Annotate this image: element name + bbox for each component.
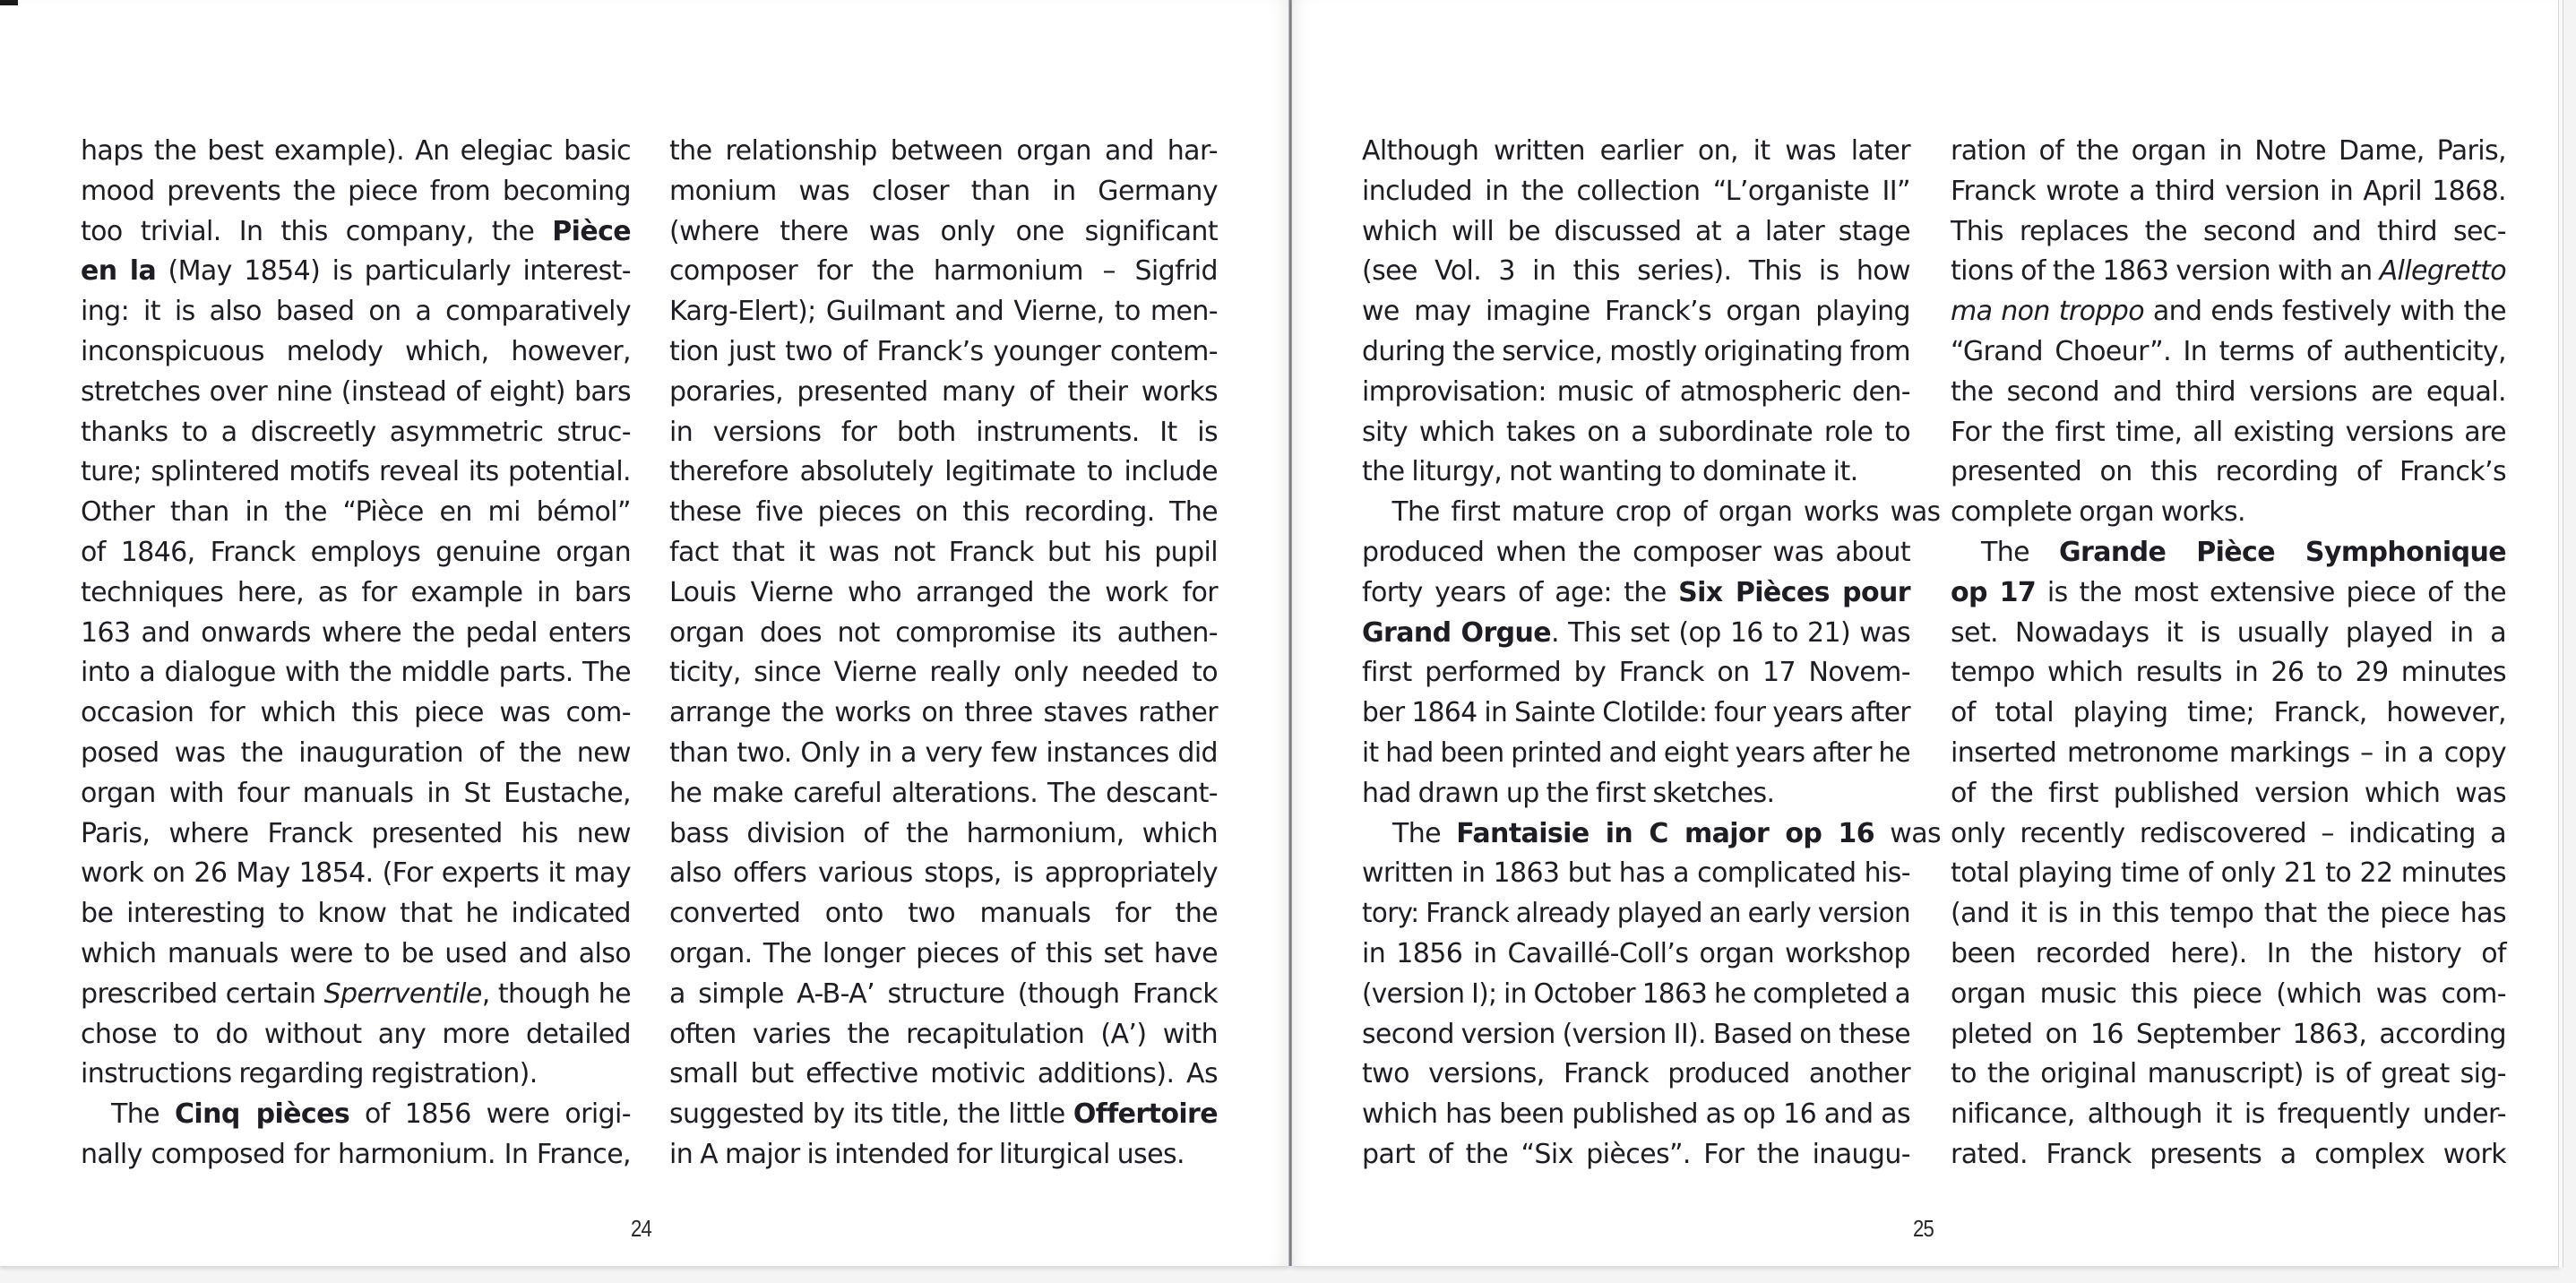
text-run: Karg-Elert); Guilmant and Vierne, to men- <box>669 296 1218 328</box>
text-line <box>1362 774 1910 814</box>
text-line <box>81 614 631 654</box>
text-line <box>81 1055 631 1095</box>
text-run: during the service, mostly originating from <box>1362 335 1910 367</box>
text-line <box>669 172 1218 212</box>
text-run: produced when the composer was about <box>1362 536 1910 568</box>
text-line <box>81 934 631 975</box>
text-line <box>1951 252 2506 292</box>
text-run: (May 1854) is particularly interest- <box>156 255 631 288</box>
text-line <box>81 452 631 493</box>
text-line <box>1362 452 1910 493</box>
page-number-left: 24 <box>631 1215 651 1242</box>
text-line <box>1951 292 2506 332</box>
text-run: Louis Vierne who arranged the work for <box>669 576 1218 608</box>
text-line <box>669 332 1218 373</box>
text-line <box>1951 693 2506 734</box>
text-line <box>81 1095 631 1135</box>
text-line <box>81 172 631 212</box>
text-line <box>1951 734 2506 774</box>
text-run: inconspicuous melody which, however, <box>81 335 631 367</box>
text-line <box>1951 894 2506 934</box>
bold-title: Pièce <box>552 215 631 247</box>
text-run: ing: it is also based on a comparatively <box>81 296 631 328</box>
text-run: ber 1864 in Sainte Clotilde: four years after <box>1362 697 1910 729</box>
text-line <box>81 292 631 332</box>
text-line <box>669 734 1218 774</box>
text-run: of total playing time; Franck, however, <box>1951 697 2506 729</box>
text-line <box>1951 172 2506 212</box>
text-run: had drawn up the first sketches. <box>1362 777 1775 809</box>
bold-title: Six Pièces pour <box>1678 576 1910 608</box>
text-run: part of the “Six pièces”. For the inaugu- <box>1362 1138 1910 1170</box>
text-run: This replaces the second and third sec- <box>1951 215 2506 247</box>
text-run: presented on this recording of Franck’s <box>1951 456 2506 488</box>
text-run: pleted on 16 September 1863, according <box>1951 1018 2506 1050</box>
text-run: complete organ works. <box>1951 496 2245 529</box>
text-line <box>1362 614 1910 654</box>
text-run: be interesting to know that he indicated <box>81 898 631 930</box>
text-line <box>81 573 631 614</box>
text-run: The <box>1391 817 1457 849</box>
text-line <box>669 975 1218 1015</box>
text-run: Other than in the “Pièce en mi bémol” <box>81 496 631 529</box>
text-line <box>1951 212 2506 253</box>
text-line <box>1951 573 2506 614</box>
text-run: of 1846, Franck employs genuine organ <box>81 536 631 568</box>
text-run: (where there was only one significant <box>669 215 1218 247</box>
text-run: only recently rediscovered – indicating a <box>1951 817 2506 849</box>
text-run: and ends festively with the <box>2144 296 2506 328</box>
text-run: first performed by Franck on 17 Novem- <box>1362 657 1910 689</box>
text-run: . This set (op 16 to 21) was <box>1551 616 1910 649</box>
text-line <box>669 1015 1218 1055</box>
text-run: suggested by its title, the little <box>669 1098 1073 1131</box>
text-run: he make careful alterations. The descant- <box>669 777 1218 809</box>
text-run: occasion for which this piece was com- <box>81 697 631 729</box>
text-line <box>1951 1015 2506 1055</box>
italic-term: Sperrventile <box>323 977 482 1010</box>
text-run: total playing time of only 21 to 22 minutes <box>1951 857 2506 890</box>
text-line <box>1362 653 1910 693</box>
text-run: inserted metronome markings – in a copy <box>1951 736 2506 769</box>
text-line <box>1951 975 2506 1015</box>
text-line <box>81 493 631 533</box>
text-line <box>669 573 1218 614</box>
text-run: posed was the inauguration of the new <box>81 736 631 769</box>
text-run: was <box>1874 817 1942 849</box>
text-run: which has been published as op 16 and as <box>1362 1098 1910 1131</box>
text-run: (see Vol. 3 in this series). This is how <box>1362 255 1910 288</box>
page-edge-right <box>2558 0 2563 1268</box>
text-run: , though he <box>481 977 631 1010</box>
bold-title: Grande Pièce Symphonique <box>2059 536 2506 568</box>
text-line <box>669 614 1218 654</box>
text-line <box>81 734 631 774</box>
text-line <box>81 252 631 292</box>
text-line <box>1951 533 2506 573</box>
text-line <box>81 413 631 453</box>
italic-term: ma non troppo <box>1951 296 2144 328</box>
text-run: poraries, presented many of their works <box>669 375 1218 408</box>
text-line <box>1362 1015 1910 1055</box>
text-line <box>81 1135 631 1175</box>
text-run: these five pieces on this recording. The <box>669 496 1218 529</box>
text-run: small but effective motivic additions). As <box>669 1058 1218 1090</box>
text-column-3 <box>1362 132 1942 1175</box>
text-line <box>669 413 1218 453</box>
text-run: chose to do without any more detailed <box>81 1018 631 1050</box>
text-run: monium was closer than in Germany <box>669 175 1218 207</box>
text-run: arrange the works on three staves rather <box>669 697 1218 729</box>
text-line <box>669 653 1218 693</box>
text-run: often varies the recapitulation (A’) with <box>669 1018 1218 1050</box>
text-run: sity which takes on a subordinate role to <box>1362 416 1910 448</box>
text-run: Paris, where Franck presented his new <box>81 817 631 849</box>
text-run: too trivial. In this company, the <box>81 215 553 247</box>
text-run: Franck wrote a third version in April 1868. <box>1951 175 2506 207</box>
text-line <box>81 533 631 573</box>
text-run: nally composed for harmonium. In France, <box>81 1138 631 1170</box>
text-line <box>81 774 631 814</box>
bold-title: en la <box>81 255 157 288</box>
text-line <box>1362 332 1910 373</box>
text-run: tory: Franck already played an early version <box>1362 898 1910 930</box>
text-run: of the first published version which was <box>1951 777 2506 809</box>
text-run: thanks to a discreetly asymmetric struc- <box>81 416 631 448</box>
bold-title: Offertoire <box>1073 1098 1218 1131</box>
text-line <box>669 373 1218 413</box>
text-run: composer for the harmonium – Sigfrid <box>669 255 1218 288</box>
text-run: (version I); in October 1863 he completed a <box>1362 977 1910 1010</box>
text-run: instructions regarding registration). <box>81 1058 538 1090</box>
text-run: (and it is in this tempo that the piece has <box>1951 898 2506 930</box>
text-column-2 <box>669 132 1218 1175</box>
text-run: For the first time, all existing versions are <box>1951 416 2506 448</box>
text-line <box>81 975 631 1015</box>
text-run: it had been printed and eight years after he <box>1362 736 1910 769</box>
text-line <box>1362 734 1910 774</box>
text-line <box>1362 252 1910 292</box>
text-run: organ music this piece (which was com- <box>1951 977 2506 1010</box>
text-run: nificance, although it is frequently under- <box>1951 1098 2506 1131</box>
text-run: tions of the 1863 version with an <box>1951 255 2380 288</box>
text-run: tempo which results in 26 to 29 minutes <box>1951 657 2506 689</box>
text-run: prescribed certain <box>81 977 324 1010</box>
text-line <box>669 934 1218 975</box>
italic-term: Allegretto <box>2379 255 2506 288</box>
text-run: also offers various stops, is appropriately <box>669 857 1218 890</box>
text-run: to the original manuscript) is of great sig- <box>1951 1058 2506 1090</box>
text-run: tion just two of Franck’s younger contem- <box>669 335 1218 367</box>
text-run: included in the collection “L’organiste II” <box>1362 175 1910 207</box>
text-run: is the most extensive piece of the <box>2036 576 2506 608</box>
text-run: ture; splintered motifs reveal its potential. <box>81 456 631 488</box>
text-run: a simple A-B-A’ structure (though Franck <box>669 977 1218 1010</box>
text-line <box>81 1015 631 1055</box>
text-line <box>669 452 1218 493</box>
text-line <box>669 252 1218 292</box>
text-line <box>81 373 631 413</box>
text-run: the relationship between organ and har- <box>669 135 1218 167</box>
text-line <box>81 894 631 934</box>
text-line <box>1951 493 2506 533</box>
bold-title: Cinq pièces <box>174 1098 350 1131</box>
page-number-right: 25 <box>1913 1215 1934 1242</box>
text-line <box>669 774 1218 814</box>
text-run: we may imagine Franck’s organ playing <box>1362 296 1910 328</box>
text-run: second version (version II). Based on these <box>1362 1018 1910 1050</box>
text-line <box>1362 975 1910 1015</box>
text-run: fact that it was not Franck but his pupil <box>669 536 1218 568</box>
text-line <box>1362 292 1910 332</box>
text-run: therefore absolutely legitimate to include <box>669 456 1218 488</box>
text-run: the second and third versions are equal. <box>1951 375 2506 408</box>
text-line <box>669 1055 1218 1095</box>
text-line <box>81 212 631 253</box>
bold-title: op 17 <box>1951 576 2037 608</box>
text-run: rated. Franck presents a complex work <box>1951 1138 2506 1170</box>
text-run: stretches over nine (instead of eight) bars <box>81 375 631 408</box>
text-line <box>1362 1135 1910 1175</box>
text-line <box>1951 934 2506 975</box>
text-run: in versions for both instruments. It is <box>669 416 1218 448</box>
text-line <box>1362 854 1910 894</box>
text-run: work on 26 May 1854. (For experts it may <box>81 857 631 890</box>
scan-corner-mark <box>0 0 18 5</box>
text-line <box>1951 1055 2506 1095</box>
text-run: written in 1863 but has a complicated his- <box>1362 857 1910 890</box>
text-run: set. Nowadays it is usually played in a <box>1951 616 2506 649</box>
text-run: organ does not compromise its authen- <box>669 616 1218 649</box>
text-line <box>81 693 631 734</box>
text-line <box>669 693 1218 734</box>
text-run: techniques here, as for example in bars <box>81 576 631 608</box>
text-line <box>81 332 631 373</box>
text-line <box>1362 1055 1910 1095</box>
text-line <box>1951 1135 2506 1175</box>
text-run: into a dialogue with the middle parts. The <box>81 657 631 689</box>
text-run: The <box>111 1098 175 1131</box>
text-line <box>1362 533 1910 573</box>
text-line <box>669 292 1218 332</box>
page-24 <box>0 0 1290 1266</box>
text-line <box>669 1135 1218 1175</box>
text-line <box>1362 894 1910 934</box>
text-line <box>1951 854 2506 894</box>
text-column-4 <box>1951 132 2506 1175</box>
text-line <box>1362 814 1941 855</box>
text-line <box>1362 493 1941 533</box>
text-run: organ. The longer pieces of this set have <box>669 937 1218 969</box>
text-line <box>1951 452 2506 493</box>
text-line <box>81 814 631 855</box>
text-line <box>1951 774 2506 814</box>
text-line <box>1362 373 1910 413</box>
text-line <box>669 132 1218 172</box>
text-run: the liturgy, not wanting to dominate it. <box>1362 456 1858 488</box>
text-line <box>1951 814 2506 855</box>
text-run: of 1856 were origi- <box>349 1098 631 1131</box>
text-line <box>1362 693 1910 734</box>
text-line <box>669 1095 1218 1135</box>
text-run: converted onto two manuals for the <box>669 898 1218 930</box>
text-line <box>81 653 631 693</box>
text-run: organ with four manuals in St Eustache, <box>81 777 631 809</box>
text-line <box>81 854 631 894</box>
text-run: 163 and onwards where the pedal enters <box>81 616 631 649</box>
text-line <box>669 854 1218 894</box>
text-line <box>81 132 631 172</box>
text-line <box>669 894 1218 934</box>
text-line <box>1951 413 2506 453</box>
text-run: haps the best example). An elegiac basic <box>81 135 631 167</box>
text-line <box>1951 332 2506 373</box>
text-line <box>1362 573 1910 614</box>
text-line <box>1362 132 1910 172</box>
text-run: Although written earlier on, it was later <box>1362 135 1910 167</box>
text-run: which will be discussed at a later stage <box>1362 215 1910 247</box>
text-run: than two. Only in a very few instances did <box>669 736 1218 769</box>
bold-title: Grand Orgue <box>1362 616 1552 649</box>
text-line <box>669 493 1218 533</box>
bold-title: Fantaisie in C major op 16 <box>1456 817 1874 849</box>
text-run: ration of the organ in Notre Dame, Paris, <box>1951 135 2506 167</box>
text-run: The first mature crop of organ works was <box>1391 496 1941 529</box>
text-line <box>669 814 1218 855</box>
text-line <box>1362 212 1910 253</box>
text-line <box>1362 1095 1910 1135</box>
text-run: in 1856 in Cavaillé-Coll’s organ workshop <box>1362 937 1910 969</box>
text-line <box>669 533 1218 573</box>
text-line <box>1362 172 1910 212</box>
text-line <box>669 212 1218 253</box>
text-line <box>1951 614 2506 654</box>
text-run: been recorded here). In the history of <box>1951 937 2506 969</box>
text-run: ticity, since Vierne really only needed to <box>669 657 1218 689</box>
text-run: improvisation: music of atmospheric den- <box>1362 375 1910 408</box>
text-run: mood prevents the piece from becoming <box>81 175 631 207</box>
text-line <box>1951 653 2506 693</box>
text-run: The <box>1981 536 2060 568</box>
text-run: which manuals were to be used and also <box>81 937 631 969</box>
text-run: two versions, Franck produced another <box>1362 1058 1910 1090</box>
text-line <box>1951 1095 2506 1135</box>
text-run: forty years of age: the <box>1362 576 1679 608</box>
text-run: “Grand Choeur”. In terms of authenticity, <box>1951 335 2506 367</box>
text-column-1 <box>81 132 631 1175</box>
text-line <box>1951 373 2506 413</box>
text-run: bass division of the harmonium, which <box>669 817 1218 849</box>
text-line <box>1362 413 1910 453</box>
text-line <box>1362 934 1910 975</box>
text-run: in A major is intended for liturgical uses. <box>669 1138 1185 1170</box>
text-line <box>1951 132 2506 172</box>
